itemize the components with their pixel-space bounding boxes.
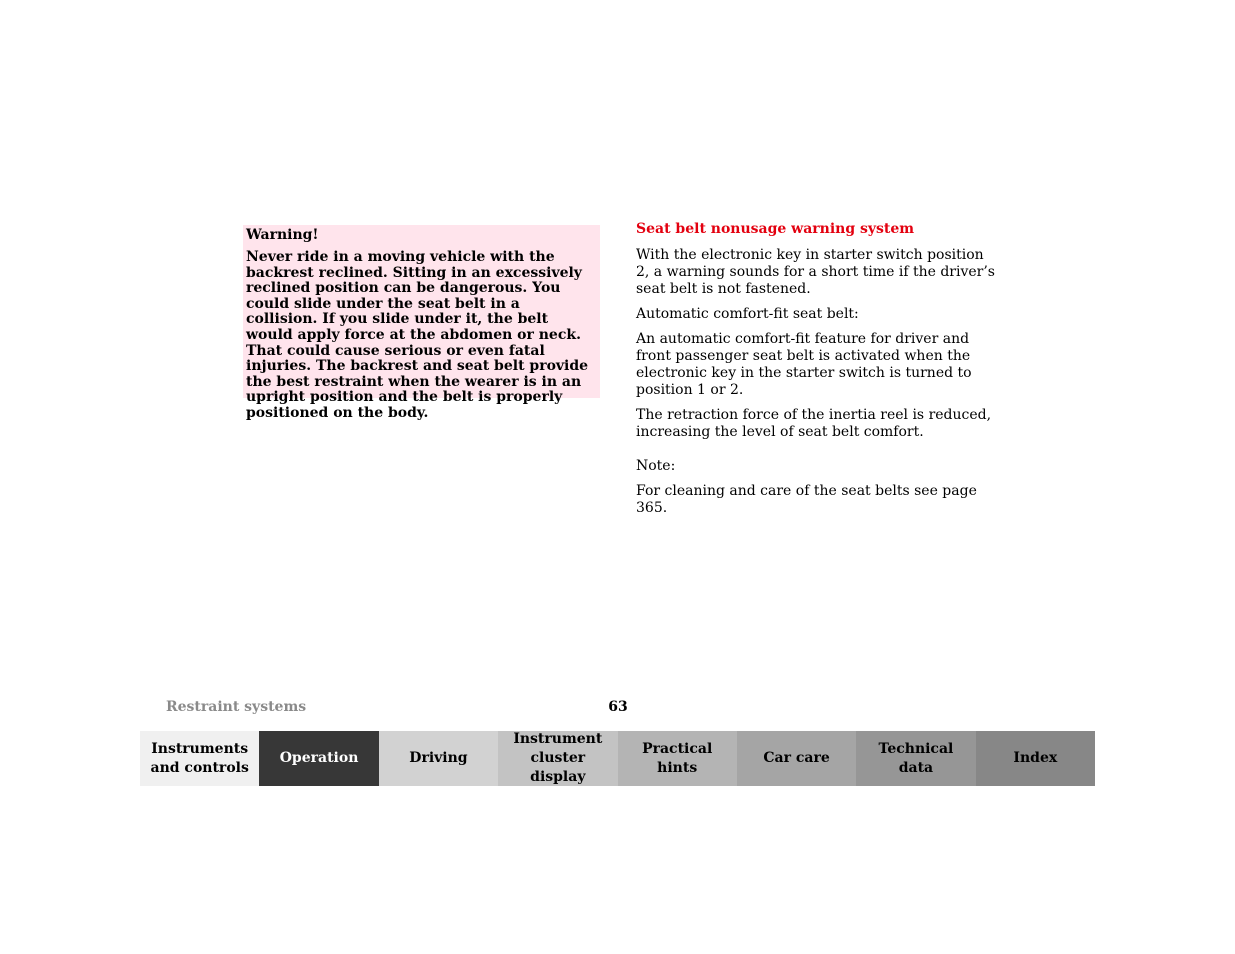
nav-tab-index[interactable]: Index	[976, 731, 1095, 786]
main-content	[636, 221, 996, 525]
nav-tab-practical-hints[interactable]: Practical hints	[618, 731, 737, 786]
nav-tab-instrument-cluster-display[interactable]: Instrument cluster display	[498, 731, 617, 786]
paragraph-retraction-force: The retraction force of the inertia reel is reduced, increasing the level of seat belt comfort.	[636, 407, 992, 440]
nav-tab-driving[interactable]: Driving	[379, 731, 498, 786]
nav-tab-instruments-and-controls[interactable]: Instruments and controls	[140, 731, 259, 786]
chapter-nav	[140, 731, 1095, 786]
note-text: For cleaning and care of the seat belts see page 365.	[636, 483, 977, 516]
section-heading: Seat belt nonusage warning system	[636, 221, 915, 237]
nav-tab-operation[interactable]: Operation	[259, 731, 378, 786]
paragraph-comfort-fit-feature: An automatic comfort-fit feature for driver and front passenger seat belt is activated when the electronic key in the starter switch is turned to position 1 or 2.	[636, 331, 972, 398]
nav-tab-technical-data[interactable]: Technical data	[856, 731, 975, 786]
nav-tab-car-care[interactable]: Car care	[737, 731, 856, 786]
footer-section-title: Restraint systems	[166, 699, 307, 715]
warning-text: Never ride in a moving vehicle with the backrest reclined. Sitting in an excessively reclined position can be dangerous. You could slide under the seat belt in a collision. If you slide under it, the belt would apply force at the abdomen or neck. That could cause serious or even fatal injuries. The backrest and seat belt provide the best restraint when the wearer is in an upright position and the belt is properly positioned on the body.	[246, 249, 589, 421]
paragraph-warning-sound: With the electronic key in starter switch position 2, a warning sounds for a short time if the driver’s seat belt is not fastened.	[636, 247, 995, 297]
warning-title: Warning!	[246, 227, 319, 243]
page-number: 63	[608, 699, 628, 715]
note-label: Note:	[636, 458, 676, 474]
warning-box	[243, 225, 600, 421]
paragraph-comfort-fit-label: Automatic comfort-fit seat belt:	[636, 306, 859, 322]
